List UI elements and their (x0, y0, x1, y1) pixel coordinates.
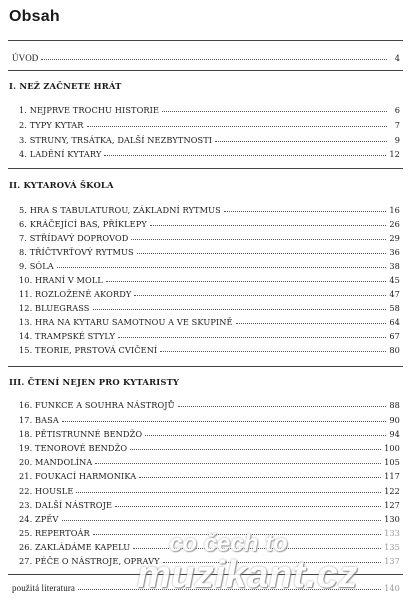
dot-leader (118, 330, 386, 338)
dot-leader (130, 442, 381, 450)
dot-leader (139, 470, 381, 478)
section-heading-3: III. ČTENÍ NEJEN PRO KYTARISTY (9, 377, 180, 387)
toc-entry[interactable] (19, 485, 400, 498)
toc-entry-page: 135 (384, 542, 400, 552)
toc-entry-label: 22. HOUSLE (19, 486, 74, 496)
toc-entry-page: 122 (384, 486, 400, 496)
toc-entry-label: 14. TRAMPSKÉ STYLY (19, 331, 115, 341)
toc-entry[interactable] (19, 204, 400, 217)
toc-entry[interactable] (19, 428, 400, 441)
dot-leader (93, 302, 387, 310)
toc-entry-label: 18. PĚTISTRUNNÉ BENDŽO (19, 429, 143, 439)
toc-entry-label: 19. TENOROVÉ BENDŽO (19, 443, 128, 453)
toc-entry-label: 27. PÉČE O NÁSTROJE, OPRAVY (19, 556, 160, 566)
section-rule (8, 70, 403, 71)
toc-entry-page: 4 (394, 53, 400, 63)
toc-entry-page: 88 (389, 400, 400, 410)
toc-entry[interactable] (19, 414, 400, 427)
toc-entry[interactable] (19, 344, 400, 357)
section-heading-1: I. NEŽ ZAČNETE HRÁT (9, 81, 122, 91)
toc-entry[interactable] (19, 218, 400, 231)
toc-entry-page: 90 (389, 415, 400, 425)
toc-entry-page: 38 (389, 261, 400, 271)
toc-entry-page: 64 (389, 317, 400, 327)
dot-leader (160, 344, 386, 352)
toc-entry-label: 3. STRUNY, TRSÁTKA, DALŠÍ NEZBYTNOSTI (19, 135, 213, 145)
toc-entry-label: 6. KRÁČEJÍCÍ BAS, PŘÍKLEPY (19, 219, 147, 229)
toc-entry-label: 13. HRA NA KYTARU SAMOTNOU A VE SKUPINĚ (19, 317, 233, 327)
toc-entry-label: 4. LADĚNÍ KYTARY (19, 149, 102, 159)
dot-leader (215, 134, 387, 142)
toc-entry[interactable] (19, 246, 400, 259)
toc-entry[interactable] (19, 119, 400, 132)
toc-entry-label: 10. HRANÍ V MOLL (19, 275, 103, 285)
dot-leader (134, 288, 386, 296)
toc-entry-page: 58 (389, 303, 400, 313)
toc-entry-label: 20. MANDOLÍNA (19, 457, 93, 467)
toc-entry-page: 36 (389, 247, 400, 257)
toc-entry[interactable] (19, 316, 400, 329)
toc-entry[interactable] (19, 274, 400, 287)
toc-entry-page: 94 (389, 429, 400, 439)
toc-entry-page: 100 (384, 443, 400, 453)
section-heading-2: II. KYTAROVÁ ŠKOLA (9, 180, 114, 190)
page-title: Obsah (9, 8, 60, 25)
watermark-slogan: co čech to (169, 530, 288, 557)
toc-entry-page: 137 (384, 556, 400, 566)
toc-entry-label: 5. HRA S TABULATUROU, ZÁKLADNÍ RYTMUS (19, 205, 221, 215)
toc-entry-label: 21. FOUKACÍ HARMONIKA (19, 471, 137, 481)
toc-entry-page: 6 (394, 105, 400, 115)
dot-leader (236, 316, 387, 324)
toc-entry-label: 2. TYPY KYTAR (19, 120, 84, 130)
toc-entry[interactable] (19, 470, 400, 483)
dot-leader (115, 499, 381, 507)
dot-leader (224, 204, 387, 212)
watermark-logo (129, 518, 419, 598)
toc-entry-page: 127 (384, 500, 400, 510)
toc-entry-page: 45 (389, 275, 400, 285)
dot-leader (106, 274, 386, 282)
section-rule (8, 168, 403, 169)
toc-entry-label: 24. ZPĚV (19, 514, 59, 524)
toc-entry-label: 23. DALŠÍ NÁSTROJE (19, 500, 113, 510)
dot-leader (76, 485, 381, 493)
toc-entry[interactable] (19, 442, 400, 455)
toc-entry-label: 25. REPERTOÁR (19, 528, 90, 538)
dot-leader (150, 218, 387, 226)
toc-entry-page: 130 (384, 514, 400, 524)
toc-entry[interactable] (19, 232, 400, 245)
toc-entry-label: 15. TEORIE, PRSTOVÁ CVIČENÍ (19, 345, 158, 355)
dot-leader (95, 456, 381, 464)
toc-entry-label: 8. TŘÍČTVRŤOVÝ RYTMUS (19, 247, 134, 257)
toc-entry-label: použitá literatura (12, 583, 76, 593)
toc-entry-page: 7 (394, 120, 400, 130)
dot-leader (137, 246, 387, 254)
section-rule (8, 366, 403, 367)
toc-entry-label: 1. NEJPRVE TROCHU HISTORIE (19, 105, 160, 115)
toc-entry-label: 26. ZAKLÁDÁME KAPELU (19, 542, 131, 552)
toc-entry[interactable] (19, 302, 400, 315)
toc-entry[interactable] (19, 288, 400, 301)
toc-entry-page: 117 (384, 471, 400, 481)
toc-entry[interactable] (19, 399, 400, 412)
toc-entry-intro[interactable] (12, 52, 400, 65)
toc-entry-page: 67 (389, 331, 400, 341)
dot-leader (41, 52, 387, 60)
toc-entry-page: 29 (389, 233, 400, 243)
toc-entry[interactable] (19, 499, 400, 512)
toc-entry[interactable] (19, 330, 400, 343)
dot-leader (131, 232, 386, 240)
toc-entry[interactable] (19, 260, 400, 273)
toc-entry-label: 12. BLUEGRASS (19, 303, 90, 313)
dot-leader (57, 260, 387, 268)
toc-entry-page: 105 (384, 457, 400, 467)
title-rule (8, 40, 403, 41)
toc-entry-page: 47 (389, 289, 400, 299)
watermark-brand: muzikant.cz (137, 554, 358, 596)
toc-entry-page: 12 (389, 149, 400, 159)
toc-entry-page: 133 (384, 528, 400, 538)
toc-entry[interactable] (19, 456, 400, 469)
toc-entry-page: 26 (389, 219, 400, 229)
toc-entry[interactable] (19, 134, 400, 147)
toc-entry-page: 80 (389, 345, 400, 355)
toc-entry-label: ÚVOD (12, 53, 39, 63)
dot-leader (178, 399, 387, 407)
dot-leader (104, 148, 386, 156)
toc-entry-label: 16. FUNKCE A SOUHRA NÁSTROJŮ (19, 400, 175, 410)
toc-entry[interactable] (19, 148, 400, 161)
dot-leader (87, 119, 388, 127)
toc-entry-page: 140 (384, 583, 400, 593)
toc-entry-page: 16 (389, 205, 400, 215)
toc-entry-label: 9. SÓLA (19, 261, 54, 271)
toc-entry[interactable] (19, 104, 400, 117)
toc-entry-page: 9 (394, 135, 400, 145)
dot-leader (162, 104, 387, 112)
dot-leader (145, 428, 386, 436)
toc-entry-label: 11. ROZLOŽENÉ AKORDY (19, 289, 132, 299)
toc-entry-label: 17. BASA (19, 415, 59, 425)
dot-leader (62, 414, 387, 422)
toc-entry-label: 7. STŘÍDAVÝ DOPROVOD (19, 233, 129, 243)
